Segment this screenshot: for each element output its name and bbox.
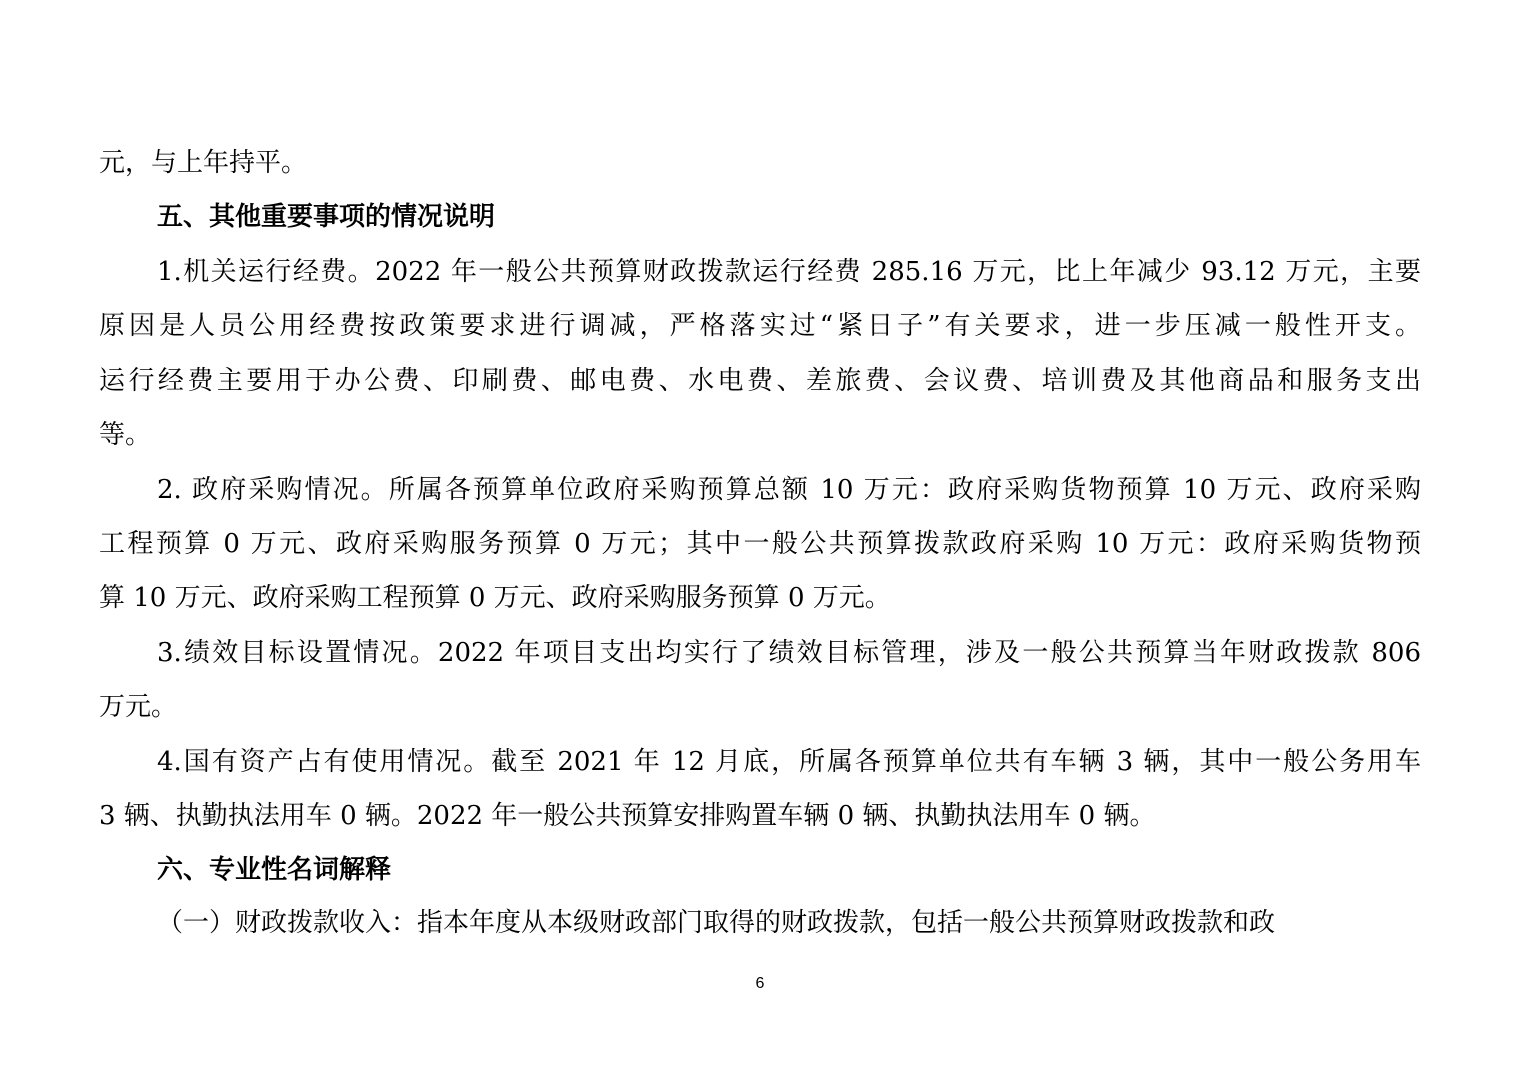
paragraph-line: 万元。 xyxy=(99,692,178,722)
paragraph-line: 原因是人员公用经费按政策要求进行调减，严格落实过“紧日子”有关要求，进一步压减一般性开支。 xyxy=(99,311,1421,341)
paragraph-line: 工程预算 0 万元、政府采购服务预算 0 万元；其中一般公共预算拨款政府采购 10 万元：政府采购货物预 xyxy=(99,529,1421,559)
section-heading-6: 六、专业性名词解释 xyxy=(157,855,392,885)
paragraph-line: 算 10 万元、政府采购工程预算 0 万元、政府采购服务预算 0 万元。 xyxy=(99,583,891,613)
paragraph-line: 4.国有资产占有使用情况。截至 2021 年 12 月底，所属各预算单位共有车辆 3 辆，其中一般公务用车 xyxy=(157,747,1421,777)
page-number: 6 xyxy=(755,975,765,992)
paragraph-line: 2. 政府采购情况。所属各预算单位政府采购预算总额 10 万元：政府采购货物预算 10 万元、政府采购 xyxy=(157,475,1421,505)
paragraph-line: 3.绩效目标设置情况。2022 年项目支出均实行了绩效目标管理，涉及一般公共预算当年财政拨款 806 xyxy=(157,638,1421,668)
paragraph-line: 1.机关运行经费。2022 年一般公共预算财政拨款运行经费 285.16 万元，比上年减少 93.12 万元，主要 xyxy=(157,257,1421,287)
section-heading-5: 五、其他重要事项的情况说明 xyxy=(157,202,496,232)
paragraph-line: 运行经费主要用于办公费、印刷费、邮电费、水电费、差旅费、会议费、培训费及其他商品和服务支出 xyxy=(99,366,1421,396)
paragraph-line: 元，与上年持平。 xyxy=(99,148,308,178)
paragraph-line: （一）财政拨款收入：指本年度从本级财政部门取得的财政拨款，包括一般公共预算财政拨款和政 xyxy=(157,908,1276,938)
paragraph-line: 等。 xyxy=(99,420,152,450)
paragraph-line: 3 辆、执勤执法用车 0 辆。2022 年一般公共预算安排购置车辆 0 辆、执勤执法用车 0 辆。 xyxy=(99,801,1156,831)
